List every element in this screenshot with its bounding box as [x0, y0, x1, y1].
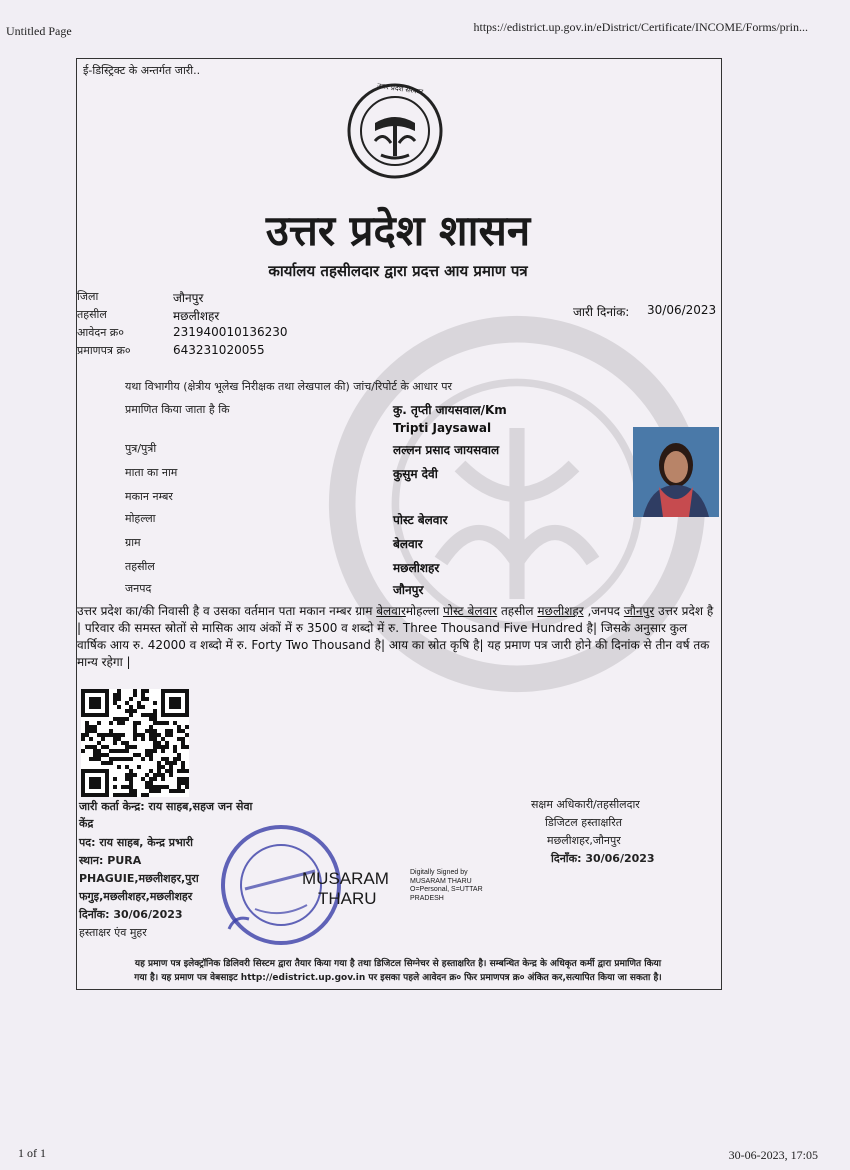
applicant-photo: [633, 427, 719, 517]
browser-page-title: Untitled Page: [6, 24, 72, 38]
mother-value: कुसुम देवी: [393, 467, 438, 481]
footnote: यह प्रमाण पत्र इलेक्ट्रॉनिक डिलिवरी सिस्टम द्वारा तैयार किया गया है तथा डिजिटल सिग्नेचर से हस्ताक्षरित है। सम्बन्धित केन्द्र के अधिकृत कर्मी द्वारा प्रमाणित किया गया है। यह प्रमाण पत्र वेबसाइट http://edistrict.up.gov.in पर इसका पहले आवेदन क्र० फिर प्रमाणपत्र क्र० अंकित कर,सत्यापित किया जा सकता है।: [134, 959, 662, 983]
certificate-number-label: प्रमाणपत्र क्र०: [77, 344, 131, 357]
certificate-paragraph: उत्तर प्रदेश का/की निवासी है व उसका वर्तमान पता मकान नम्बर ग्राम बेलवारमोहल्ला पोस्ट बेलवार तहसील मछलीशहर ,जनपद जौनपुर उत्तर प्रदेश है | परिवार की समस्त स्रोतों से मासिक आय अंकों में रु 3500 व शब्दो में रु. Three Thousand Five Hundred है| जिसके अनुसार कुल वार्षिक आय रु. 42000 व शब्दो में रु. Forty Two Thousand है| आय का स्रोत कृषि है| यह प्रमाण पत्र जारी होने की दिनांक से तीन वर्ष तक मान्य रहेगा |: [77, 604, 714, 669]
applicant-name-english: Tripti Jaysawal: [393, 421, 492, 435]
qr-code-icon: [81, 689, 189, 797]
house-number-label: मकान नम्बर: [125, 490, 173, 503]
issuer-center-line2: केंद्र: [79, 817, 94, 830]
authority-line2: डिजिटल हस्ताक्षरित: [545, 816, 622, 829]
issuer-place-line1: स्थान: PURA: [79, 854, 142, 867]
digital-signature: [302, 869, 532, 915]
field-district-label: जनपद: [125, 582, 152, 595]
authority-date: दिनाँक: 30/06/2023: [551, 852, 655, 865]
issue-date-value: 30/06/2023: [647, 303, 717, 317]
application-number-value: 231940010136230: [173, 325, 288, 339]
district-label: जिला: [77, 290, 99, 303]
issued-under-label: ई-डिस्ट्रिक्ट के अन्तर्गत जारी..: [83, 64, 201, 77]
certified-line: प्रमाणित किया जाता है कि: [125, 403, 230, 416]
income-certificate: [76, 58, 722, 990]
issue-date-label: जारी दिनांक:: [573, 305, 630, 319]
authority-line1: सक्षम अधिकारी/तहसीलदार: [531, 798, 640, 811]
mother-label: माता का नाम: [125, 466, 178, 479]
issuer-place-line2: PHAGUIE,मछलीशहर,पुरा: [79, 872, 199, 885]
issuer-sign-label: हस्ताक्षर एंव मुहर: [79, 926, 147, 939]
tehsil-label: तहसील: [77, 308, 107, 321]
issuer-place-line3: फगुइ,मछलीशहर,मछलीशहर: [79, 890, 193, 903]
certificate-title: उत्तर प्रदेश शासन: [265, 206, 531, 255]
application-number-label: आवेदन क्र०: [77, 326, 124, 339]
print-timestamp: 30-06-2023, 17:05: [728, 1148, 818, 1162]
locality-label: मोहल्ला: [125, 512, 156, 525]
locality-value: पोस्ट बेलवार: [393, 513, 448, 527]
certificate-number-value: 643231020055: [173, 343, 265, 357]
father-value: लल्लन प्रसाद जायसवाल: [393, 443, 500, 457]
signer-name-line1: MUSARAM: [302, 869, 389, 888]
up-government-emblem-icon: [345, 81, 445, 181]
emblem-text: उत्तर प्रदेश सरकार: [376, 81, 424, 97]
intro-line: यथा विभागीय (क्षेत्रीय भूलेख निरीक्षक तथा लेखपाल की) जांच/रिपोर्ट के आधार पर: [125, 380, 452, 393]
issuer-center-line1: जारी कर्ता केन्द्र: राय साहब,सहज जन सेवा: [79, 800, 253, 813]
tehsil-value: मछलीशहर: [173, 309, 220, 323]
village-label: ग्राम: [125, 536, 141, 549]
applicant-name-hindi: कु. तृप्ती जायसवाल/Km: [393, 403, 507, 417]
district-value: जौनपुर: [173, 291, 204, 305]
field-tehsil-value: मछलीशहर: [393, 561, 440, 575]
certificate-subtitle: कार्यालय तहसीलदार द्वारा प्रदत्त आय प्रमाण पत्र: [268, 262, 528, 280]
field-district-value: जौनपुर: [393, 583, 424, 597]
village-value: बेलवार: [393, 537, 423, 551]
issuer-post: पद: राय साहब, केन्द्र प्रभारी: [79, 836, 193, 849]
authority-line3: मछलीशहर,जौनपुर: [547, 834, 621, 847]
field-tehsil-label: तहसील: [125, 560, 155, 573]
signature-details: Digitally Signed by MUSARAM THARU O=Personal, S=UTTAR PRADESH: [410, 869, 483, 902]
issuer-date: दिनाँक: 30/06/2023: [79, 908, 183, 921]
page-count: 1 of 1: [18, 1146, 46, 1160]
signer-name-line2: THARU: [318, 889, 377, 908]
father-label: पुत्र/पुत्री: [125, 442, 157, 455]
browser-url: https://edistrict.up.gov.in/eDistrict/Certificate/INCOME/Forms/prin...: [473, 20, 808, 34]
